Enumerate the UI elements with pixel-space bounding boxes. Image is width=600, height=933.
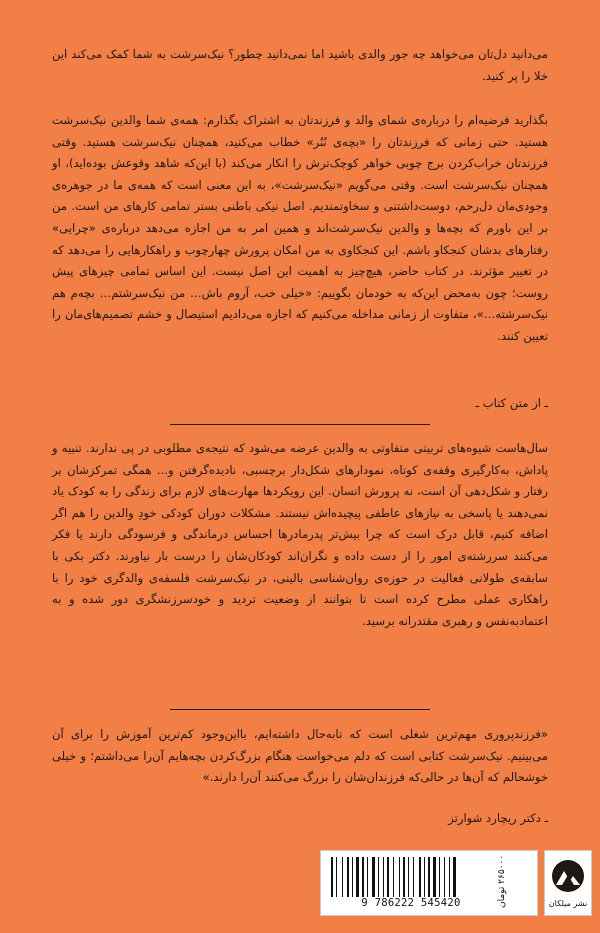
barcode-bar: [367, 857, 368, 897]
barcode-bar: [352, 857, 353, 897]
divider-line: [170, 709, 430, 710]
barcode-bar: [406, 857, 407, 897]
mountains-logo-icon: [551, 859, 585, 893]
excerpt-paragraph: [52, 110, 548, 348]
barcode-bar: [376, 857, 377, 897]
barcode-bar: [413, 857, 414, 897]
summary-paragraph: [52, 438, 548, 632]
price-label: ۲۶۵۰۰۰ تومان: [497, 855, 507, 909]
quote-author: ـ دکتر ریچارد شوارتز: [448, 811, 548, 825]
barcode-bar: [410, 857, 412, 897]
barcode-bar: [424, 857, 425, 897]
barcode-bar: [446, 857, 448, 897]
barcode-bar: [380, 857, 382, 897]
barcode-bar: [338, 857, 341, 897]
barcode-bar: [437, 857, 438, 897]
barcode-bar: [441, 857, 443, 897]
quote-text: «فرزندپروری مهم‌ترین شغلی است که تابه‌حال داشته‌ایم، بااین‌وجود کم‌ترین آموزش را برای آن می‌بینیم. نیک‌سرشت کتابی است که دلم می‌خواست هنگام بزرگ‌کردن بچه‌هایم آن‌را می‌داشتم؛ و خیلی خوشحالم که آن‌ها در حالی‌که فرزندان‌شان را بزرگ می‌کنند آن‌را دارند.»: [52, 727, 548, 785]
barcode-bar: [451, 857, 452, 897]
excerpt-source: ـ از متن کتاب ـ: [475, 396, 548, 410]
barcode-bar: [408, 857, 409, 897]
intro-text: می‌دانید دل‌تان می‌خواهد چه جور والدی باشید اما نمی‌دانید چطور؟ نیک‌سرشت به شما کمک می‌کند این خلا را پر کنید.: [52, 47, 548, 83]
excerpt-text: بگذارید فرضیه‌ام را درباره‌ی شمای والد و فرزندتان به اشتراک بگذارم: همه‌ی شما والدین نیک‌سرشت هستید. حتی زمانی که فرزندتان را «بچه‌ی نُنُر» خطاب می‌کنید، همچنان نیک‌سرشت هستید. وقتی فرزندتان خراب‌کردن برج چوبی خواهر کوچک‌ترش را انکار می‌کند (با این‌که شاهد وقوعش بوده‌اید)، او همچنان نیک‌سرشت است. وقتی می‌گویم «نیک‌سرشت»، به این معنی است که همه‌ی ما در جوهره‌ی وجودی‌مان دل‌رحم، دوست‌داشتنی و سخاوتمندیم. اصل نیکی باطنی بستر تمامی کارهای من است. من بر این باورم که بچه‌ها و والدین نیک‌سرشت‌اند و همین امر به من اجازه می‌دهد درباره‌ی «چرایی» رفتارهای بدشان کنجکاو باشم. این کنجکاوی به من امکان پرورش چهارچوب و راهکارهایی را می‌دهد که در تغییر مؤثرند. در کتاب حاضر، هیچ‌چیز به اهمیت این اصل نیست. این اساس تمامی چیزهای پیش روست؛ چون به‌محض این‌که به خودمان بگوییم: «خیلی خب، آروم باش… من نیک‌سرشتم… بچه‌م هم نیک‌سرشته…»، متفاوت از زمانی مداخله می‌کنیم که اجازه می‌دادیم استیصال و خشم تصمیم‌های‌مان را تعیین کنند.: [52, 113, 548, 343]
barcode-bar: [342, 857, 343, 897]
barcode-bar: [433, 857, 436, 897]
summary-text: سال‌هاست شیوه‌های تربیتی متفاوتی به والدین عرضه می‌شود که نتیجه‌ی مطلوبی در پی ندارند. تنبیه و پاداش، به‌کارگیری وقفه‌ی کوتاه، نمودارهای شکل‌دار برچسبی، نادیده‌گرفتن و... همگی تمرکزشان بر رفتار و شکل‌دهی آن است، نه پرورش انسان. این رویکردها مهارت‌های لازم برای زندگی را به کودک یاد نمی‌دهند یا پاسخی به نیازهای عاطفی پیچیده‌اش نیستند. مشکلات دوران کودکی خودِ والدین را هم اگر اضافه کنیم، قابل درک است که چرا بیش‌تر پدرمادرها احساس درماندگی و فرسودگی دارند یا فکر می‌کنند سررشته‌ی امور را از دست داده و نگران‌اند کودکان‌شان را درست بار نیاورند. دکتر بکی با سابقه‌ی طولانی فعالیت در حوزه‌ی روان‌شناسی بالینی، در نیک‌سرشت فلسفه‌ی والدگری خود را با راهکاری عملی مطرح کرده است تا بتوانند از وضعیت تردید و خودسرزنشگری دور شده و به اعتمادبه‌نفس و رهبری مقتدرانه برسید.: [52, 441, 548, 628]
publisher-name: نشر میلکان: [548, 899, 588, 908]
barcode-bar: [372, 857, 375, 897]
divider-line: [170, 424, 430, 425]
barcode-bar: [387, 857, 389, 897]
barcode-bar: [401, 857, 402, 897]
endorsement-quote: [52, 724, 548, 789]
barcode-bar: [439, 857, 440, 897]
barcode-bar: [350, 857, 351, 897]
publisher-logo: [544, 850, 592, 916]
barcode-bar: [426, 857, 427, 897]
barcode-bar: [354, 857, 355, 897]
barcode-bar: [403, 857, 405, 897]
isbn-number: 9 786222 545420: [361, 897, 461, 909]
barcode-bar: [453, 857, 456, 897]
barcode-bar: [336, 857, 337, 897]
barcode-bar: [393, 857, 394, 897]
barcode-bar: [422, 857, 423, 897]
barcode-bar: [369, 857, 371, 897]
barcode-bar: [395, 857, 398, 897]
barcode-bar: [378, 857, 379, 897]
barcode-bar: [360, 857, 361, 897]
barcode-bar: [415, 857, 418, 897]
barcode-bar: [457, 857, 459, 897]
barcode-bar: [419, 857, 421, 897]
barcode-bars: [331, 857, 491, 897]
barcode-bar: [390, 857, 392, 897]
barcode-bar: [431, 857, 432, 897]
barcode-bar: [365, 857, 366, 897]
barcode-bar: [428, 857, 430, 897]
barcode: [320, 850, 538, 916]
barcode-bar: [383, 857, 384, 897]
barcode-bar: [444, 857, 445, 897]
barcode-bar: [347, 857, 349, 897]
barcode-bar: [362, 857, 364, 897]
barcode-bar: [334, 857, 335, 897]
barcode-bar: [344, 857, 346, 897]
barcode-bar: [331, 857, 333, 897]
barcode-bar: [356, 857, 359, 897]
barcode-bar: [449, 857, 450, 897]
barcode-bar: [385, 857, 386, 897]
intro-paragraph: [52, 44, 548, 87]
barcode-bar: [399, 857, 400, 897]
